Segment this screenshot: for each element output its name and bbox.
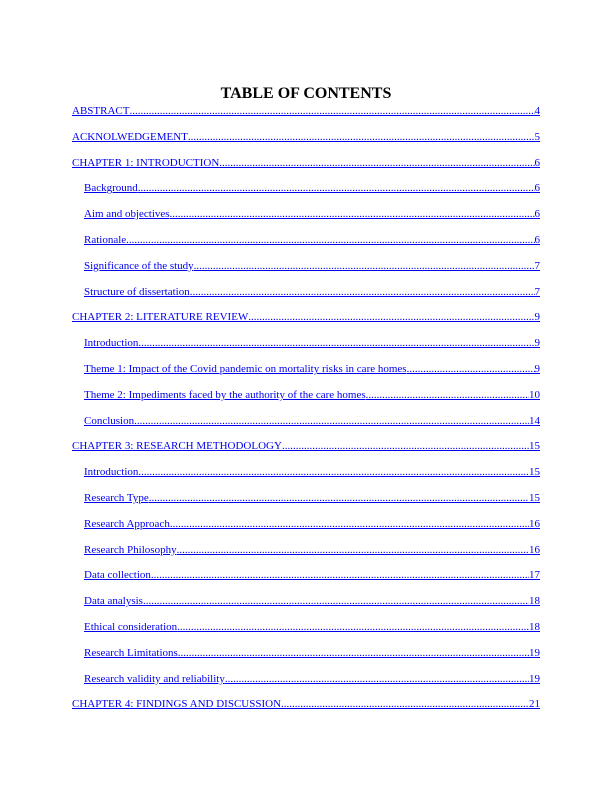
- toc-entry[interactable]: [84, 594, 540, 608]
- toc-page-number: 9: [534, 337, 540, 350]
- toc-entry-label: Data analysis: [84, 595, 143, 608]
- toc-entry[interactable]: [72, 130, 540, 144]
- toc-entry[interactable]: [84, 388, 540, 402]
- toc-entry[interactable]: [84, 543, 540, 557]
- toc-page-number: 7: [534, 259, 540, 272]
- toc-dot-leader: [143, 594, 529, 608]
- toc-entry[interactable]: [84, 233, 540, 247]
- toc-entry-label: Research validity and reliability: [84, 672, 225, 685]
- toc-page-number: 15: [529, 466, 540, 479]
- toc-dot-leader: [129, 104, 534, 118]
- toc-page-number: 9: [534, 363, 540, 375]
- toc-entry[interactable]: [84, 259, 540, 273]
- toc-dot-leader: [177, 543, 529, 557]
- toc-page-number: 21: [529, 698, 540, 711]
- toc-entry[interactable]: [84, 491, 540, 505]
- toc-dot-leader: [194, 259, 535, 273]
- toc-page-number: 15: [529, 492, 540, 504]
- toc-entry[interactable]: [84, 362, 540, 376]
- page-title: TABLE OF CONTENTS: [220, 85, 392, 102]
- toc-dot-leader: [126, 233, 534, 247]
- toc-entry[interactable]: [72, 697, 540, 711]
- toc-entry-label: Background: [84, 182, 138, 195]
- toc-page-number: 19: [529, 646, 540, 659]
- toc-entry-label: Research Approach: [84, 517, 170, 530]
- toc-entry[interactable]: [84, 568, 540, 582]
- toc-page-number: 7: [534, 285, 540, 298]
- toc-page-number: 6: [534, 182, 540, 195]
- toc-dot-leader: [282, 439, 529, 453]
- toc-page-number: 6: [534, 208, 540, 221]
- toc-page-number: 18: [529, 595, 540, 608]
- toc-entry-label: Ethical consideration: [84, 621, 178, 633]
- toc-entry[interactable]: [72, 104, 540, 118]
- toc-page-number: 19: [529, 672, 540, 685]
- toc-dot-leader: [134, 414, 529, 428]
- toc-entry[interactable]: [84, 181, 540, 195]
- toc-entry[interactable]: [84, 414, 540, 428]
- toc-entry[interactable]: [84, 207, 540, 221]
- toc-entry-label: Research Philosophy: [84, 543, 177, 556]
- toc-entry-label: Theme 1: Impact of the Covid pandemic on mortality risks in care homes: [84, 363, 407, 375]
- toc-page-number: 18: [529, 621, 540, 633]
- toc-dot-leader: [407, 362, 535, 376]
- toc-entry[interactable]: [84, 620, 540, 634]
- toc-dot-leader: [225, 672, 529, 686]
- toc-dot-leader: [170, 517, 529, 531]
- toc-dot-leader: [188, 130, 535, 144]
- toc-dot-leader: [177, 620, 529, 634]
- toc-page-number: 15: [529, 440, 540, 453]
- toc-page-number: 16: [529, 517, 540, 530]
- toc-page-number: 9: [534, 311, 540, 324]
- toc-dot-leader: [138, 465, 529, 479]
- toc-entry-label: Research Limitations: [84, 646, 178, 659]
- toc-entry[interactable]: [84, 285, 540, 299]
- toc-entry[interactable]: [84, 336, 540, 350]
- toc-entry-label: Rationale: [84, 234, 127, 246]
- toc-entry-label: Conclusion: [84, 414, 135, 427]
- toc-entry-label: CHAPTER 3: RESEARCH METHODOLOGY: [72, 440, 282, 453]
- toc-page-number: 6: [534, 234, 540, 246]
- toc-page-number: 5: [534, 130, 540, 143]
- toc-dot-leader: [366, 388, 529, 402]
- toc-dot-leader: [281, 697, 529, 711]
- toc-entry-label: Aim and objectives: [84, 208, 170, 221]
- toc-entry-label: Structure of dissertation: [84, 285, 190, 298]
- toc-entry-label: Research Type: [84, 492, 149, 504]
- toc-dot-leader: [178, 646, 529, 660]
- toc-entry-label: Theme 2: Impediments faced by the authority of the care homes: [84, 388, 366, 401]
- toc-dot-leader: [248, 310, 534, 324]
- toc-dot-leader: [138, 336, 534, 350]
- toc-entry-label: ABSTRACT: [72, 105, 130, 117]
- toc-entry-label: Data collection: [84, 569, 151, 582]
- toc-page-number: 17: [529, 569, 540, 582]
- toc-page-number: 14: [529, 414, 540, 427]
- toc-page-number: 4: [534, 105, 540, 117]
- toc-entry[interactable]: [72, 439, 540, 453]
- toc-entry-label: Introduction: [84, 337, 139, 350]
- toc-entry[interactable]: [72, 310, 540, 324]
- toc-entry-label: CHAPTER 4: FINDINGS AND DISCUSSION: [72, 698, 282, 711]
- toc-entry[interactable]: [72, 156, 540, 170]
- toc-entry[interactable]: [84, 517, 540, 531]
- toc-entry-label: ACKNOLWEDGEMENT: [72, 130, 188, 143]
- toc-dot-leader: [138, 181, 535, 195]
- toc-page-number: 10: [529, 388, 540, 401]
- toc-dot-leader: [219, 156, 534, 170]
- toc-entry-label: CHAPTER 2: LITERATURE REVIEW: [72, 311, 249, 324]
- toc-dot-leader: [190, 285, 535, 299]
- toc-entry[interactable]: [84, 465, 540, 479]
- toc-dot-leader: [151, 568, 529, 582]
- toc-dot-leader: [149, 491, 529, 505]
- toc-entry-label: CHAPTER 1: INTRODUCTION: [72, 156, 220, 169]
- toc-page-number: 6: [534, 156, 540, 169]
- toc-page-number: 16: [529, 543, 540, 556]
- toc-entry-label: Introduction: [84, 466, 139, 479]
- toc-dot-leader: [170, 207, 535, 221]
- toc-entry[interactable]: [84, 672, 540, 686]
- toc-entry[interactable]: [84, 646, 540, 660]
- toc-entry-label: Significance of the study: [84, 259, 194, 272]
